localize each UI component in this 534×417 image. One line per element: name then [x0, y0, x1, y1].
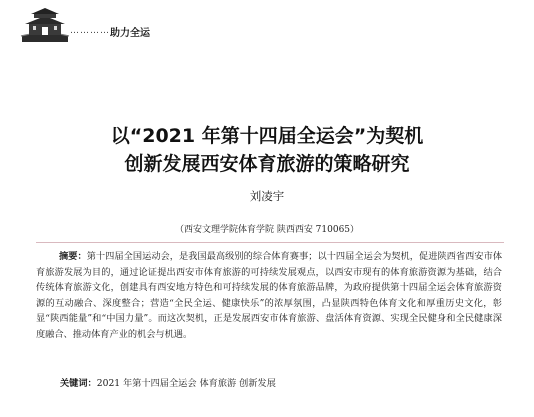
journal-header [0, 0, 534, 60]
author-affiliation: （西安文理学院体育学院 陕西西安 710065） [174, 225, 360, 235]
header-dots: ………… [70, 26, 110, 36]
keywords-text: 2021 年第十四届全运会 体育旅游 创新发展 [96, 378, 276, 389]
abstract-label: 摘要： [59, 251, 87, 262]
section-tag: 助力全运 [110, 28, 150, 39]
city-gate-logo-icon [20, 5, 70, 43]
abstract-paragraph [36, 249, 502, 343]
author-name: 刘凌宇 [249, 189, 285, 203]
article-title-line2: 创新发展西安体育旅游的策略研究 [124, 153, 410, 175]
keywords-label: 关键词： [60, 378, 97, 389]
abstract-divider [36, 242, 504, 243]
article-title-line1: 以“2021 年第十四届全运会”为契机 [110, 125, 424, 147]
keywords-line [60, 375, 276, 389]
abstract-body: 第十四届全国运动会，是我国最高级别的综合体育赛事；以十四届全运会为契机，促进陕西省西安市体育旅游发展为目的，通过论证提出西安市体育旅游的可持续发展观点，以西安市现有的体育旅游资源为基础，结合传统体育旅游文化，创建具有西安地方特色和可持续发展的体育旅游品牌，为政府提供第十四届全运会体育旅游资源的互动融合、深度整合；营造“全民全运、健康快乐”的浓厚氛围，凸显陕西特色体育文化和厚重历史文化，彰显“陕西能量”和“中国力量”。而这次契机，正是发展西安市体育旅游、盘活体育资源、实现全民健身和全民健康深度融合、推动体育产业的机会与机遇。 [36, 251, 503, 340]
